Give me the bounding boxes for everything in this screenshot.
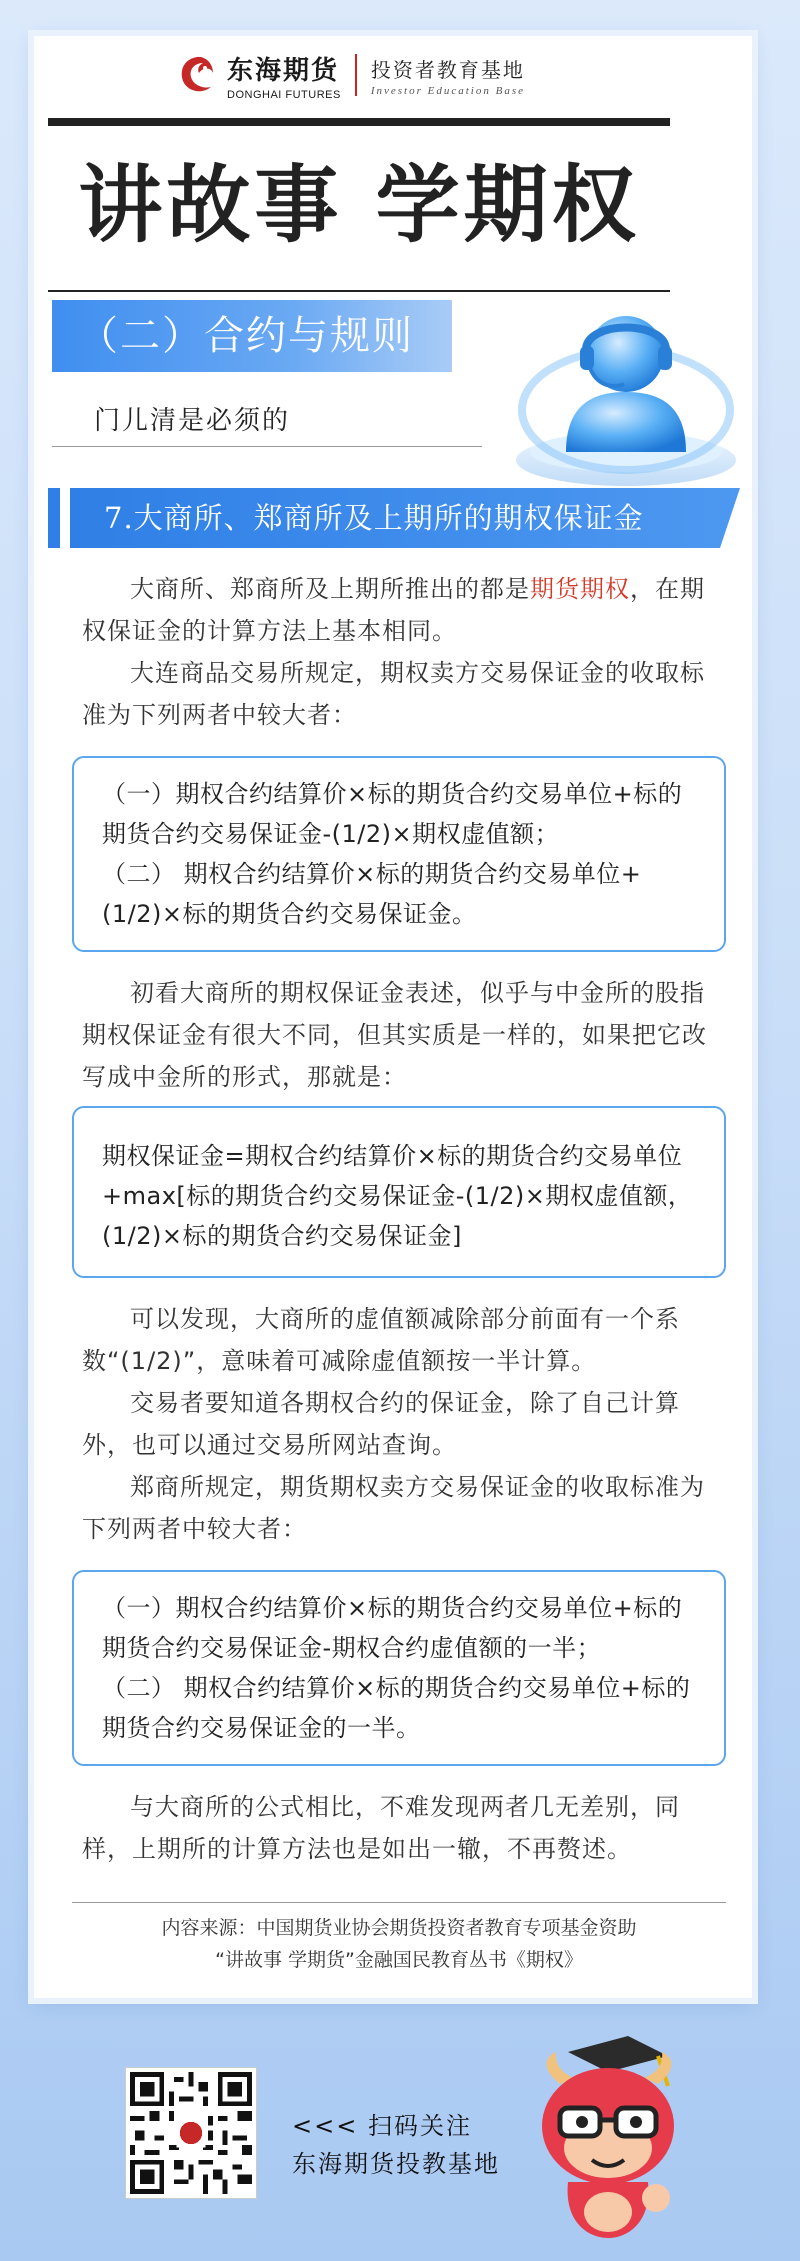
intro-paragraphs: [82, 568, 722, 736]
donghai-dragon-logo-icon: [175, 53, 219, 97]
brand-name-cn: 东海期货: [227, 55, 340, 86]
paragraph-czce-rule: 郑商所规定，期货期权卖方交易保证金的收取标准为下列两者中较大者：: [82, 1473, 705, 1543]
scan-account-name: 东海期货投教基地: [292, 2150, 500, 2178]
subtitle-underline: [52, 446, 482, 447]
paragraph-coefficient: 可以发现，大商所的虚值额减除部分前面有一个系数“(1/2)”，意味着可减除虚值额按一半计算。: [82, 1305, 680, 1375]
paragraph-intro: [82, 568, 722, 652]
highlight-futures-options: 期货期权: [530, 575, 630, 603]
paragraph-query: 交易者要知道各期权合约的保证金，除了自己计算外，也可以通过交易所网站查询。: [82, 1389, 680, 1459]
paragraph-closing: 与大商所的公式相比，不难发现两者几无差别，同样，上期所的计算方法也是如出一辙，不再赘述。: [82, 1793, 680, 1863]
czce-rule-box: [72, 1570, 726, 1766]
qr-code-icon[interactable]: [126, 2068, 256, 2198]
education-base-cn: 投资者教育基地: [370, 57, 525, 82]
article-heading: 7.大商所、郑商所及上期所的期权保证金: [104, 501, 644, 535]
logo-divider: [355, 54, 357, 96]
comparison-paragraph-block: [82, 972, 722, 1098]
page-title: 讲故事 学期权: [78, 156, 640, 254]
dce-rule-item-2: （二） 期权合约结算价×标的期货合约交易单位+(1/2)×标的期货合约交易保证金。: [102, 860, 642, 928]
paragraph-text: ，在期权保证金的计算方法上基本相同。: [82, 575, 705, 645]
brand-name-en: DONGHAI FUTURES: [227, 88, 341, 101]
section-subtitle: 门儿清是必须的: [94, 406, 291, 436]
closing-paragraph-block: [82, 1786, 722, 1870]
source-line-1: 内容来源：中国期货业协会期货投资者教育专项基金资助: [161, 1917, 637, 1939]
paragraph-dce-rule: 大连商品交易所规定，期权卖方交易保证金的收取标准为下列两者中较大者：: [82, 659, 705, 729]
header-logos: [175, 40, 525, 110]
source-divider: [72, 1902, 726, 1903]
section-title: （二）合约与规则: [78, 313, 414, 359]
margin-formula: 期权保证金=期权合约结算价×标的期货合约交易单位+max[标的期货合约交易保证金-(1/2)×期权虚值额，(1/2)×标的期货合约交易保证金]: [102, 1142, 693, 1250]
middle-paragraphs: [82, 1298, 722, 1550]
czce-rule-item-1: （一）期权合约结算价×标的期货合约交易单位+标的期货合约交易保证金-期权合约虚值额的一半；: [102, 1594, 683, 1662]
paragraph-comparison: 初看大商所的期权保证金表述，似乎与中金所的股指期权保证金有很大不同，但其实质是一样的，如果把它改写成中金所的形式，那就是：: [82, 979, 707, 1091]
formula-box: [72, 1106, 726, 1278]
dce-rule-item-1: （一）期权合约结算价×标的期货合约交易单位+标的期货合约交易保证金-(1/2)×期权虚值额；: [102, 780, 683, 848]
dragon-mascot-icon: [508, 2022, 704, 2244]
dce-rule-box: [72, 756, 726, 952]
paragraph-text: 大商所、郑商所及上期所推出的都是: [130, 575, 530, 603]
source-line-2: “讲故事 学期货”金融国民教育丛书《期权》: [215, 1949, 583, 1971]
hero-person-illustration-icon: [486, 292, 746, 492]
scan-prompt: <<< 扫码关注: [292, 2112, 472, 2140]
czce-rule-item-2: （二） 期权合约结算价×标的期货合约交易单位+标的期货合约交易保证金的一半。: [102, 1674, 691, 1742]
title-top-rule: [48, 118, 670, 126]
education-base-en: Investor Education Base: [370, 84, 525, 97]
